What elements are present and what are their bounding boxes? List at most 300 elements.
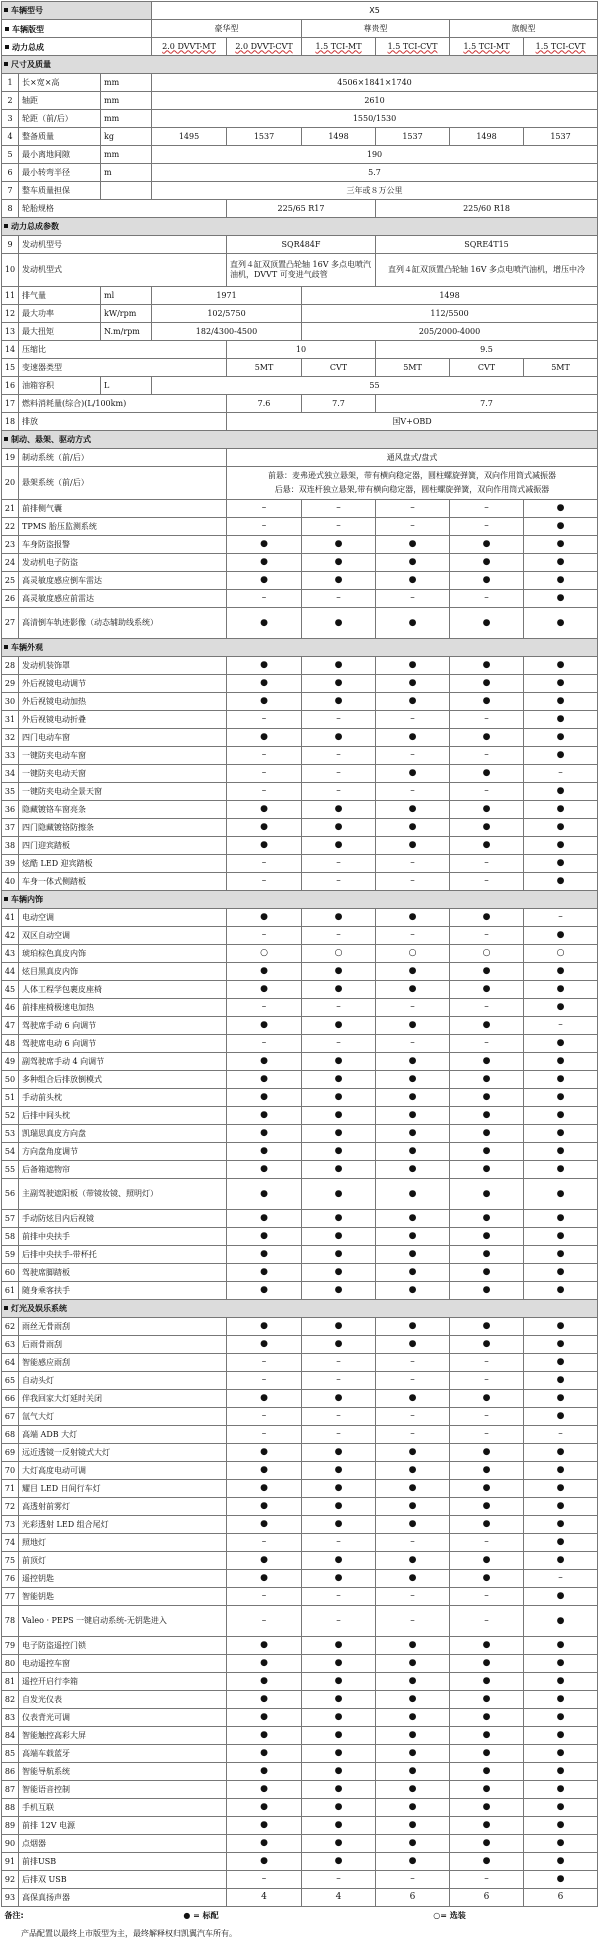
row-number: 63 (2, 1336, 19, 1354)
row-number: 59 (2, 1246, 19, 1264)
section-bullet-icon (4, 224, 8, 228)
config-mark: ● (450, 1835, 524, 1853)
table-row (2, 855, 598, 873)
table-row (2, 1035, 598, 1053)
row-label: 前排座椅极速电加热 (19, 999, 227, 1017)
config-mark: ● (302, 554, 376, 572)
config-mark: ● (302, 1516, 376, 1534)
section-label: 制动、悬架、驱动方式 (11, 434, 91, 444)
row-label: 仪表背光可调 (19, 1709, 227, 1727)
config-mark: ● (450, 1282, 524, 1300)
config-mark: ● (450, 657, 524, 675)
config-mark: ● (302, 909, 376, 927)
config-mark: ● (524, 1853, 598, 1871)
config-mark: ● (450, 536, 524, 554)
config-mark: – (227, 1588, 302, 1606)
config-mark: ● (227, 1143, 302, 1161)
row-number: 1 (2, 74, 19, 92)
config-mark: ● (524, 675, 598, 693)
row-label: 排放 (19, 413, 227, 431)
config-mark: ● (227, 554, 302, 572)
value-cell: 通风盘式/盘式 (227, 449, 598, 467)
config-mark: – (227, 1372, 302, 1390)
row-label: 高保真扬声器 (19, 1889, 227, 1907)
config-mark: ● (227, 1390, 302, 1408)
row-label: 四门迎宾踏板 (19, 837, 227, 855)
table-row (2, 92, 598, 110)
section-bullet-icon (4, 645, 8, 649)
section-header (2, 639, 598, 657)
table-row (2, 747, 598, 765)
row-label: 耀目 LED 日间行车灯 (19, 1480, 227, 1498)
config-mark: ● (450, 1673, 524, 1691)
config-mark: ● (227, 1781, 302, 1799)
row-label: 外后视镜电动加热 (19, 693, 227, 711)
config-mark: – (376, 927, 450, 945)
config-mark: ● (376, 1282, 450, 1300)
table-row (2, 801, 598, 819)
section-label: 车辆内饰 (11, 894, 43, 904)
config-mark: ● (227, 1570, 302, 1588)
config-mark: ● (524, 554, 598, 572)
config-mark: – (227, 1606, 302, 1637)
config-mark: ● (376, 554, 450, 572)
table-row (2, 927, 598, 945)
powertrain-name: 2.0 DVVT-CVT (227, 38, 302, 56)
row-label: 照地灯 (19, 1534, 227, 1552)
value-cell: 国Ⅴ+OBD (227, 413, 598, 431)
table-row (2, 1372, 598, 1390)
row-number: 70 (2, 1462, 19, 1480)
config-mark: ● (376, 572, 450, 590)
config-mark: ● (302, 1264, 376, 1282)
powertrain-row (2, 38, 598, 56)
row-number: 48 (2, 1035, 19, 1053)
row-number: 10 (2, 254, 19, 287)
table-row (2, 999, 598, 1017)
config-mark: ● (450, 608, 524, 639)
row-label: 炫目黑真皮内饰 (19, 963, 227, 981)
config-mark: ● (227, 1745, 302, 1763)
config-mark: ● (524, 1655, 598, 1673)
config-mark: ● (227, 801, 302, 819)
config-mark: ● (450, 1179, 524, 1210)
row-label: 后雨骨雨刮 (19, 1336, 227, 1354)
spec-table (1, 1, 598, 1924)
row-label: 最大功率 (19, 305, 101, 323)
row-number: 29 (2, 675, 19, 693)
config-mark: ● (302, 819, 376, 837)
row-number: 84 (2, 1727, 19, 1745)
table-row (2, 1318, 598, 1336)
config-mark: – (524, 1570, 598, 1588)
config-mark: – (227, 1408, 302, 1426)
legend-label: 备注: (4, 1910, 24, 1920)
config-mark: ● (376, 1017, 450, 1035)
table-row (2, 1763, 598, 1781)
table-row (2, 675, 598, 693)
version-row (2, 20, 598, 38)
config-mark: ● (524, 981, 598, 999)
config-mark: – (227, 927, 302, 945)
config-mark: ● (524, 1336, 598, 1354)
config-mark: ● (450, 837, 524, 855)
config-mark: – (450, 873, 524, 891)
config-mark: ● (524, 1763, 598, 1781)
config-mark: – (376, 1035, 450, 1053)
row-label: 前顶灯 (19, 1552, 227, 1570)
row-label: 遥控钥匙 (19, 1570, 227, 1588)
config-mark: – (302, 518, 376, 536)
config-mark: ● (524, 1408, 598, 1426)
powertrain-name: 2.0 DVVT-MT (152, 38, 227, 56)
config-mark: – (450, 999, 524, 1017)
config-mark: ● (450, 1853, 524, 1871)
config-mark: ● (376, 657, 450, 675)
row-label: 伴我回家大灯延时关闭 (19, 1390, 227, 1408)
config-mark: ● (302, 1763, 376, 1781)
row-unit: kW/rpm (101, 305, 152, 323)
table-row (2, 1480, 598, 1498)
section-title (2, 431, 598, 449)
config-mark: ● (302, 1637, 376, 1655)
config-mark: ● (524, 1462, 598, 1480)
config-mark: ● (524, 1745, 598, 1763)
table-row (2, 536, 598, 554)
config-mark: ● (450, 1071, 524, 1089)
table-row (2, 1089, 598, 1107)
config-mark: ● (524, 1228, 598, 1246)
row-number: 81 (2, 1673, 19, 1691)
config-mark: ● (450, 1318, 524, 1336)
row-unit: mm (101, 146, 152, 164)
row-number: 25 (2, 572, 19, 590)
table-row (2, 1444, 598, 1462)
section-bullet-icon (4, 62, 8, 66)
config-mark: ● (302, 1246, 376, 1264)
row-number: 39 (2, 855, 19, 873)
config-mark: ● (376, 1835, 450, 1853)
config-mark: ● (376, 801, 450, 819)
config-mark: – (302, 1871, 376, 1889)
section-title (2, 1300, 598, 1318)
config-mark: ● (524, 999, 598, 1017)
table-row (2, 287, 598, 305)
config-mark: ● (227, 819, 302, 837)
config-mark: ● (524, 1480, 598, 1498)
config-mark: ● (524, 693, 598, 711)
row-number: 42 (2, 927, 19, 945)
table-row (2, 783, 598, 801)
label-text: 车辆版型 (12, 23, 44, 34)
config-mark: ● (524, 1673, 598, 1691)
config-mark: ● (302, 1228, 376, 1246)
table-row (2, 518, 598, 536)
legend-row (2, 1907, 598, 1925)
model-label (2, 2, 152, 20)
config-mark: ● (524, 711, 598, 729)
row-number: 74 (2, 1534, 19, 1552)
config-mark: ● (302, 608, 376, 639)
config-mark: – (376, 1588, 450, 1606)
config-mark: – (302, 999, 376, 1017)
config-mark: – (450, 1871, 524, 1889)
powertrain-name: 1.5 TCI-CVT (376, 38, 450, 56)
row-number: 5 (2, 146, 19, 164)
value-cell: 1971 (152, 287, 302, 305)
config-mark: – (227, 747, 302, 765)
row-number: 68 (2, 1426, 19, 1444)
config-mark: ● (524, 1606, 598, 1637)
config-mark: ● (227, 608, 302, 639)
config-mark: ● (227, 1210, 302, 1228)
row-label: 最小离地间隙 (19, 146, 101, 164)
config-mark: ● (524, 927, 598, 945)
row-number: 41 (2, 909, 19, 927)
table-row (2, 74, 598, 92)
config-mark: ● (302, 536, 376, 554)
table-row (2, 164, 598, 182)
table-row (2, 395, 598, 413)
table-row (2, 590, 598, 608)
config-mark: ● (376, 1727, 450, 1745)
config-mark: ● (227, 1107, 302, 1125)
table-row (2, 1516, 598, 1534)
row-number: 67 (2, 1408, 19, 1426)
config-mark: – (376, 1372, 450, 1390)
config-mark: ● (376, 1462, 450, 1480)
row-label: 凯瑞思真皮方向盘 (19, 1125, 227, 1143)
table-row (2, 449, 598, 467)
config-mark: ● (376, 1673, 450, 1691)
config-mark: ● (524, 1637, 598, 1655)
row-label: 智能语音控制 (19, 1781, 227, 1799)
row-label: 驾驶席脚踏板 (19, 1264, 227, 1282)
row-unit: ml (101, 287, 152, 305)
config-mark: – (227, 855, 302, 873)
value-cell: 205/2000-4000 (302, 323, 598, 341)
config-mark: ● (227, 729, 302, 747)
config-mark: ● (450, 1655, 524, 1673)
config-mark: – (376, 1408, 450, 1426)
value-cell: 1550/1530 (152, 110, 598, 128)
value-cell: 7.7 (376, 395, 598, 413)
row-label: 后排中间头枕 (19, 1107, 227, 1125)
config-mark: ● (227, 837, 302, 855)
value-cell: 182/4300-4500 (152, 323, 302, 341)
config-mark: – (227, 590, 302, 608)
table-row (2, 377, 598, 395)
config-mark: 4 (302, 1889, 376, 1907)
config-mark: – (450, 1408, 524, 1426)
config-mark: – (227, 765, 302, 783)
config-mark: ● (227, 1709, 302, 1727)
config-mark: ● (227, 1161, 302, 1179)
config-mark: – (227, 1354, 302, 1372)
config-mark: ● (376, 1799, 450, 1817)
config-mark: ● (302, 1480, 376, 1498)
row-label: 后排双 USB (19, 1871, 227, 1889)
table-row (2, 200, 598, 218)
config-mark: ● (227, 1125, 302, 1143)
config-mark: ● (524, 1143, 598, 1161)
config-mark: ● (524, 1161, 598, 1179)
row-label: 发动机型式 (19, 254, 227, 287)
config-mark: ● (376, 1336, 450, 1354)
row-number: 33 (2, 747, 19, 765)
config-mark: ● (524, 1354, 598, 1372)
config-mark: ● (524, 1125, 598, 1143)
row-label: 轴距 (19, 92, 101, 110)
value-cell: 1537 (524, 128, 598, 146)
config-mark: – (302, 1408, 376, 1426)
config-mark: ● (450, 1444, 524, 1462)
row-number: 14 (2, 341, 19, 359)
config-mark: ● (450, 819, 524, 837)
row-label: 高灵敏度感应前雷达 (19, 590, 227, 608)
config-mark: ● (376, 1089, 450, 1107)
config-mark: ● (227, 1817, 302, 1835)
row-number: 18 (2, 413, 19, 431)
config-mark: ● (302, 1655, 376, 1673)
config-mark: ● (302, 1745, 376, 1763)
row-number: 79 (2, 1637, 19, 1655)
table-row (2, 323, 598, 341)
row-number: 11 (2, 287, 19, 305)
config-mark: ● (450, 572, 524, 590)
row-label: 手机互联 (19, 1799, 227, 1817)
config-mark: – (302, 1606, 376, 1637)
config-mark: ● (524, 608, 598, 639)
table-row (2, 1673, 598, 1691)
config-mark: ● (302, 1336, 376, 1354)
label-text: 车辆型号 (11, 5, 43, 15)
config-mark: ● (524, 855, 598, 873)
table-row (2, 981, 598, 999)
row-number: 16 (2, 377, 19, 395)
row-number: 21 (2, 500, 19, 518)
section-header (2, 1300, 598, 1318)
version-label (2, 20, 152, 38)
config-mark: ● (376, 1691, 450, 1709)
config-mark: ● (302, 963, 376, 981)
row-label: 排气量 (19, 287, 101, 305)
config-mark: ● (376, 1071, 450, 1089)
config-mark: ● (450, 1763, 524, 1781)
row-label: 电子防盗遥控门锁 (19, 1637, 227, 1655)
table-row (2, 413, 598, 431)
config-mark: – (302, 590, 376, 608)
config-mark: ● (524, 1498, 598, 1516)
table-row (2, 1552, 598, 1570)
value-cell: CVT (450, 359, 524, 377)
config-mark: ● (524, 747, 598, 765)
config-mark: 4 (227, 1889, 302, 1907)
config-mark: ● (524, 1709, 598, 1727)
value-cell: 102/5750 (152, 305, 302, 323)
row-number: 55 (2, 1161, 19, 1179)
row-label: 高清倒车轨迹影像（动态辅助线系统） (19, 608, 227, 639)
config-mark: ● (302, 1107, 376, 1125)
config-mark: ● (450, 963, 524, 981)
value-cell: 2610 (152, 92, 598, 110)
row-label: 雨丝无骨雨刮 (19, 1318, 227, 1336)
config-mark: ● (524, 1282, 598, 1300)
config-mark: ● (302, 1727, 376, 1745)
section-bullet-icon (4, 897, 8, 901)
row-number: 23 (2, 536, 19, 554)
row-label: 远近透镜一反射镜式大灯 (19, 1444, 227, 1462)
table-row (2, 1143, 598, 1161)
table-row (2, 1408, 598, 1426)
config-mark: ○ (376, 945, 450, 963)
table-row (2, 572, 598, 590)
config-mark: ● (227, 1179, 302, 1210)
config-mark: ● (302, 1143, 376, 1161)
config-mark: ● (376, 1516, 450, 1534)
row-number: 61 (2, 1282, 19, 1300)
table-row (2, 341, 598, 359)
row-number: 12 (2, 305, 19, 323)
value-cell: SQRE4T15 (376, 236, 598, 254)
config-mark: ● (376, 729, 450, 747)
value-cell: 7.7 (302, 395, 376, 413)
config-mark: ● (227, 1089, 302, 1107)
config-mark: ● (524, 1727, 598, 1745)
config-mark: ● (450, 1498, 524, 1516)
row-number: 66 (2, 1390, 19, 1408)
row-number: 44 (2, 963, 19, 981)
value-cell: 190 (152, 146, 598, 164)
config-mark: ● (524, 590, 598, 608)
row-number: 77 (2, 1588, 19, 1606)
row-number: 89 (2, 1817, 19, 1835)
config-mark: ● (524, 837, 598, 855)
row-number: 45 (2, 981, 19, 999)
config-mark: – (227, 783, 302, 801)
row-label: 自动头灯 (19, 1372, 227, 1390)
config-mark: ● (524, 1089, 598, 1107)
config-mark: ● (376, 1709, 450, 1727)
config-mark: ● (302, 1498, 376, 1516)
config-mark: – (376, 855, 450, 873)
config-mark: ● (524, 1318, 598, 1336)
row-label: 变速器类型 (19, 359, 227, 377)
row-label: 车身防盗报警 (19, 536, 227, 554)
config-mark: – (227, 518, 302, 536)
value-cell: 1495 (152, 128, 227, 146)
row-label: 高透射前雾灯 (19, 1498, 227, 1516)
config-mark: ● (450, 1089, 524, 1107)
config-mark: ● (450, 1745, 524, 1763)
config-mark: ○ (302, 945, 376, 963)
row-number: 82 (2, 1691, 19, 1709)
value-cell: SQR484F (227, 236, 376, 254)
config-mark: – (302, 1426, 376, 1444)
table-row (2, 1107, 598, 1125)
config-mark: ● (450, 765, 524, 783)
config-mark: – (376, 873, 450, 891)
row-number: 69 (2, 1444, 19, 1462)
config-mark: ○ (450, 945, 524, 963)
config-mark: ● (376, 1125, 450, 1143)
config-mark: ● (302, 1318, 376, 1336)
config-mark: ● (302, 1444, 376, 1462)
row-label: 方向盘角度调节 (19, 1143, 227, 1161)
config-mark: – (450, 1035, 524, 1053)
config-mark: ● (450, 1516, 524, 1534)
config-mark: ● (376, 909, 450, 927)
